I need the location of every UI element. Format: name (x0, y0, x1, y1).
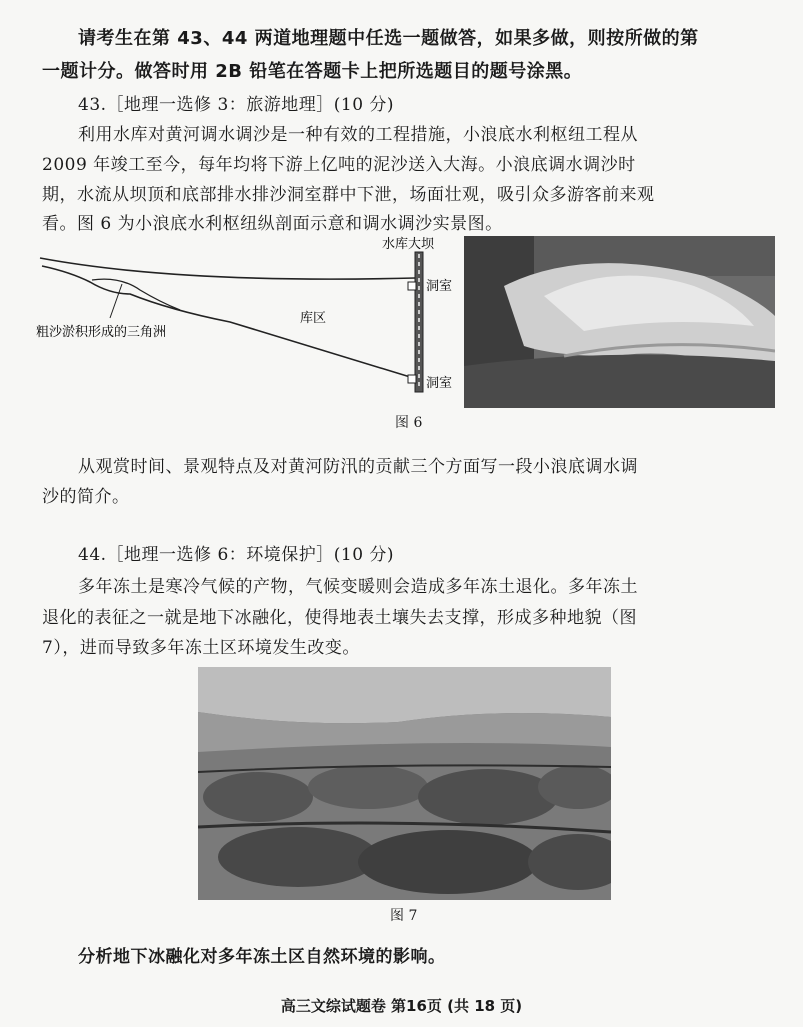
chamber-top-label: 洞室 (426, 279, 453, 294)
q44-text-1: 多年冻土是寒冷气候的产物，气候变暖则会造成多年冻土退化。多年冻土 (78, 577, 638, 597)
q43-heading: 43.［地理一选修 3：旅游地理］(10 分) (78, 95, 395, 115)
dam-discharge-photo (464, 236, 775, 408)
instruction-line-1: 请考生在第 43、44 两道地理题中任选一题做答，如果多做，则按所做的第 (78, 28, 699, 49)
figure-7-caption: 图 7 (390, 908, 418, 924)
q43-text-4: 看。图 6 为小浪底水利枢纽纵剖面示意和调水调沙实景图。 (42, 214, 503, 234)
q44-text-2: 退化的表征之一就是地下冰融化，使得地表土壤失去支撑，形成多种地貌（图 (42, 608, 637, 628)
delta-label: 粗沙淤积形成的三角洲 (36, 325, 167, 340)
permafrost-landform-photo (198, 667, 611, 900)
reservoir-label: 库区 (300, 311, 327, 326)
q43-text-2: 2009 年竣工至今，每年均将下游上亿吨的泥沙送入大海。小浪底调水调沙时 (42, 155, 636, 175)
chamber-bottom-label: 洞室 (426, 376, 453, 391)
q44-question: 分析地下冰融化对多年冻土区自然环境的影响。 (78, 947, 446, 967)
page-footer: 高三文综试题卷 第16页 (共 18 页) (280, 997, 523, 1015)
water-surface-line (40, 258, 415, 279)
q43-text-3: 期，水流从坝顶和底部排水排沙洞室群中下泄，场面壮观，吸引众多游客前来观 (42, 185, 655, 205)
q43-text-1: 利用水库对黄河调水调沙是一种有效的工程措施，小浪底水利枢纽工程从 (78, 125, 638, 145)
chamber-bottom-mark (408, 375, 416, 383)
q44-text-3: 7），进而导致多年冻土区环境发生改变。 (42, 638, 360, 658)
dam-label: 水库大坝 (382, 237, 435, 252)
instruction-line-2: 一题计分。做答时用 2B 铅笔在答题卡上把所选题目的题号涂黑。 (42, 61, 583, 82)
chamber-top-mark (408, 282, 416, 290)
delta-outline (92, 279, 180, 310)
reservoir-profile-diagram (30, 232, 460, 402)
figure-6-caption: 图 6 (395, 415, 423, 431)
riverbed-line (42, 266, 420, 380)
delta-leader-line (110, 284, 122, 318)
q44-heading: 44.［地理一选修 6：环境保护］(10 分) (78, 545, 395, 565)
q43-question-line-1: 从观赏时间、景观特点及对黄河防汛的贡献三个方面写一段小浪底调水调 (78, 457, 638, 477)
q43-question-line-2: 沙的简介。 (42, 487, 130, 507)
